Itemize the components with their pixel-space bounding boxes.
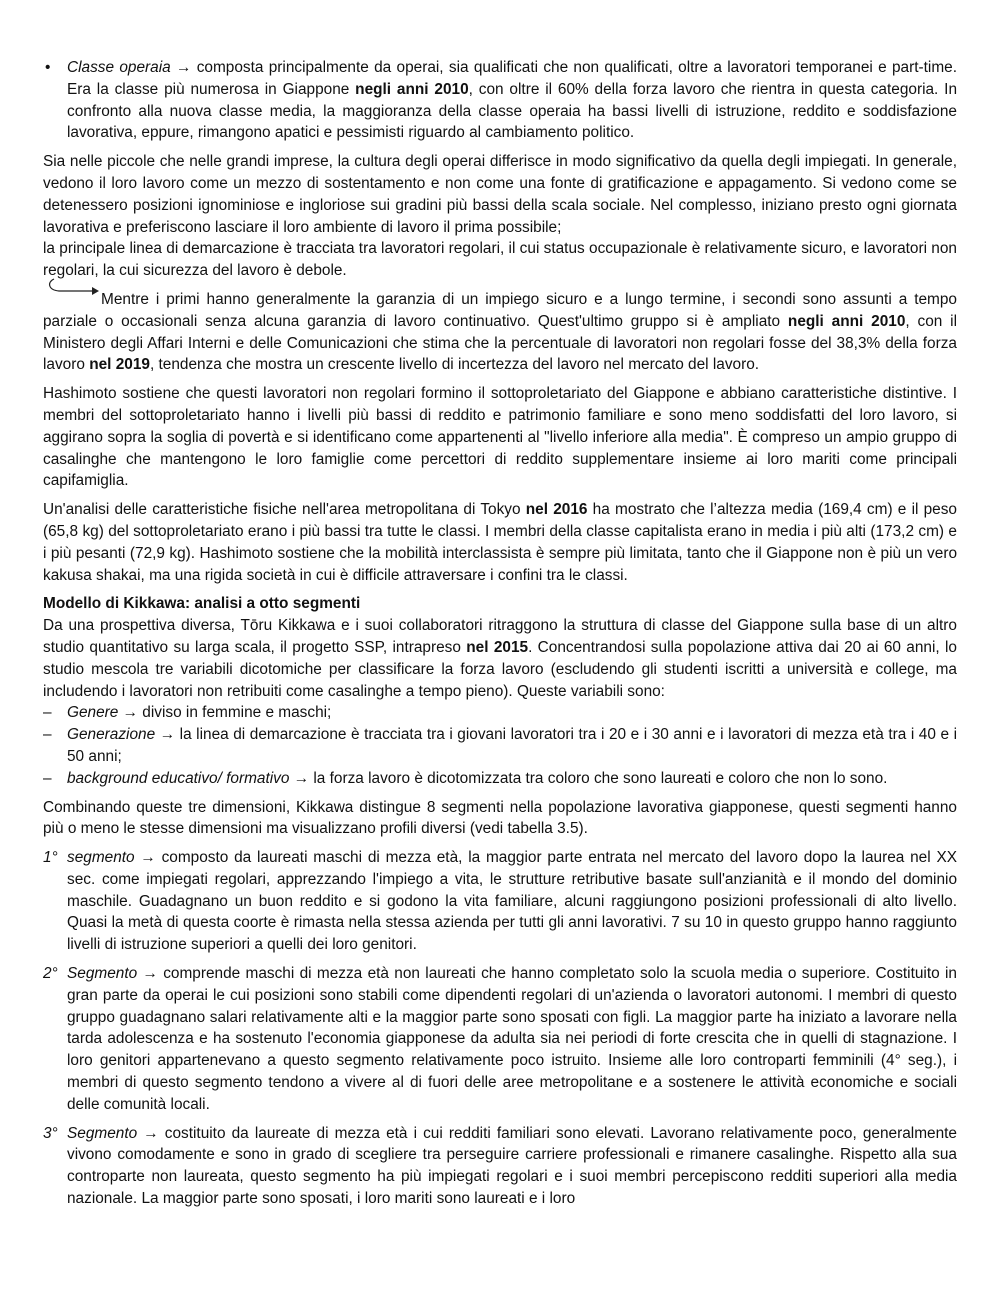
list-item: – Generazione → la linea di demarcazione è tracciata tra i giovani lavoratori tra i 20 e i 30 anni e i lavoratori di mezza età tra i 40 e i 50 anni; (43, 726, 957, 765)
paragraph-operai-culture: Sia nelle piccole che nelle grandi imprese, la cultura degli operai differisce in modo significativo da quella degli impiegati. In generale, vedono il loro lavoro come un mezzo di sostentamento e non come una fonte di gratificazione e appagamento. Si vedono come se detenessero posizioni ignominiose e ingloriose sui gradini più bassi della scala sociale. Nel complesso, iniziano presto ogni giornata lavorativa e preferiscono lasciare il loro ambiente di lavoro il prima possibile; (43, 153, 957, 236)
bullet-item-classe-operaia: • Classe operaia → composta principalmente da operai, sia qualificati che non qualificati, oltre a lavoratori temporanei e part-time. Era la classe più numerosa in Giappone negli anni 2010, con oltre il 60% della forza lavoro che rientra in questa categoria. In confronto alla nuova classe media, la maggioranza della classe operaia ha bassi livelli di istruzione, reddito e soddisfazione lavorativa, eppure, rimangono apatici e pessimisti riguardo al cambiamento politico. (45, 59, 957, 142)
paragraph-hashimoto: Hashimoto sostiene che questi lavoratori non regolari formino il sottoproletariato del Giappone e abbiano caratteristiche distintive. I membri del sottoproletariato hanno i livelli più bassi di reddito e patrimonio familiare e sono meno soddisfatti del loro lavoro, si aggirano sopra la soglia di povertà e si identificano come appartenenti al "livello inferiore alla media". È compreso un ampio gruppo di casalinghe che mantengono le loro famiglie come percettori di reddito supplementare insieme ai loro mariti come principali capifamiglia. (43, 385, 957, 490)
paragraph-tokyo-analysis: Un'analisi delle caratteristiche fisiche nell'area metropolitana di Tokyo nel 2016 ha mostrato che l’altezza media (169,4 cm) e il peso (65,8 kg) del sottoproletariato erano i più bassi tra tutte le classi. I membri della classe capitalista erano in media i più alti (173,2 cm) e i più pesanti (72,9 kg). Hashimoto sostiene che la mobilità interclassista è sempre più limitata, tanto che il Giappone non è più un vero kakusa shakai, ma una rigida società in cui è difficile attraversare i confini tra le classi. (43, 501, 957, 584)
list-item: – background educativo/ formativo → la forza lavoro è dicotomizzata tra coloro che sono laureati e coloro che non lo sono. (43, 769, 888, 787)
bullet-term: Classe operaia (67, 59, 171, 76)
segment-item-1: 1° segmento → composto da laureati maschi di mezza età, la maggior parte entrata nel mercato del lavoro dopo la laurea nel XX sec. come impiegati regolari, apprezzando l'impiego a vita, le strutture retributive basate sull'anzianità e il mondo del dominio maschile. Guadagnano un buon reddito e si godono la vita familiare, alcuni raggiungono posizioni professionali di alto livello. Quasi la metà di questa coorte è rimasta nella stessa azienda per tutti gli anni lavorativi. 7 su 10 in questo gruppo hanno raggiunto livelli di istruzione superiori a quelli dei loro genitori. (43, 849, 957, 954)
arrow-icon: → (122, 704, 139, 722)
variables-list (43, 702, 957, 789)
paragraph-eight-segments: Combinando queste tre dimensioni, Kikkawa distingue 8 segmenti nella popolazione lavorativa giapponese, questi segmenti hanno più o meno le stesse dimensioni ma visualizzano profili diversi (vedi tabella 3.5). (43, 798, 957, 838)
arrow-icon: → (143, 1124, 159, 1142)
segment-item-2: 2° Segmento → comprende maschi di mezza età non laureati che hanno completato solo la scuola media o superiore. Costituito in gran parte da operai le cui posizioni sono stabili come dipendenti regolari di un'azienda o lavoratori autonomi. I membri di questo gruppo guadagnano salari relativamente alti e la maggior parte sono sposati con figli. La maggior parte ha iniziato a lavorare nella tarda adolescenza e ha sostenuto l'economia giapponese da adulta sia nei periodi di forte crescita che in quelli di stagnazione. I loro genitori appartenevano a questo segmento relativamente poco istruito. Insieme alle loro controparti femminili (4° seg.), i membri di questo segmento tendono a vivere al di fuori delle aree metropolitane e a sostenere le attività economiche e sociali delle comunità locali. (43, 965, 957, 1113)
paragraph-non-regular-workers: Mentre i primi hanno generalmente la garanzia di un impiego sicuro e a lungo termine, i secondi sono assunti a tempo parziale o occasionali senza alcuna garanzia di lavoro continuativo. Quest'ultimo gruppo si è ampliato negli anni 2010, con il Ministero degli Affari Interni e delle Comunicazioni che stima che la percentuale di lavoratori non regolari fosse del 38,3% della forza lavoro nel 2019, tendenza che mostra un crescente livello di incertezza del lavoro nel mercato del lavoro. (43, 289, 957, 376)
arrow-icon: → (176, 59, 192, 76)
curved-arrow-icon (43, 289, 101, 307)
arrow-icon: → (140, 849, 156, 867)
paragraph-kikkawa-intro: Da una prospettiva diversa, Tōru Kikkawa e i suoi collaboratori ritraggono la struttura di classe del Giappone sulla base di un altro studio quantitativo su larga scala, il progetto SSP, intrapreso nel 2015. Concentrandosi sulla popolazione attiva dai 20 ai 60 anni, lo studio mescola tre variabili dicotomiche per classificare la forza lavoro (escludendo gli studenti iscritti a università e college, ma includendo i lavoratori non retribuiti come casalinghe a tempo pieno). Queste variabili sono: (43, 617, 957, 700)
arrow-icon: → (159, 726, 176, 744)
bullet-marker: • (45, 59, 51, 76)
document-page (43, 57, 957, 1217)
section-heading: Modello di Kikkawa: analisi a otto segmenti (43, 595, 361, 613)
paragraph-demarcation: la principale linea di demarcazione è tracciata tra lavoratori regolari, il cui status occupazionale è relativamente sicuro, e lavoratori non regolari, la cui sicurezza del lavoro è debole. (43, 240, 957, 280)
list-item: – Genere → diviso in femmine e maschi; (43, 704, 332, 722)
arrow-icon: → (142, 965, 158, 983)
segment-item-3: 3° Segmento → costituito da laureate di mezza età i cui redditi familiari sono elevati. Lavorano relativamente poco, generalmente vivono comodamente e sono in grado di scegliere tra perseguire carriere professionali e rimanere casalinghe. Rispetto alla sua controparte non laureata, questo segmento ha più impiegati regolari e i suoi membri percepiscono redditi superiori alla media nazionale. La maggior parte sono sposati, i loro mariti sono laureati e i loro (43, 1124, 957, 1208)
arrow-icon: → (293, 769, 310, 787)
